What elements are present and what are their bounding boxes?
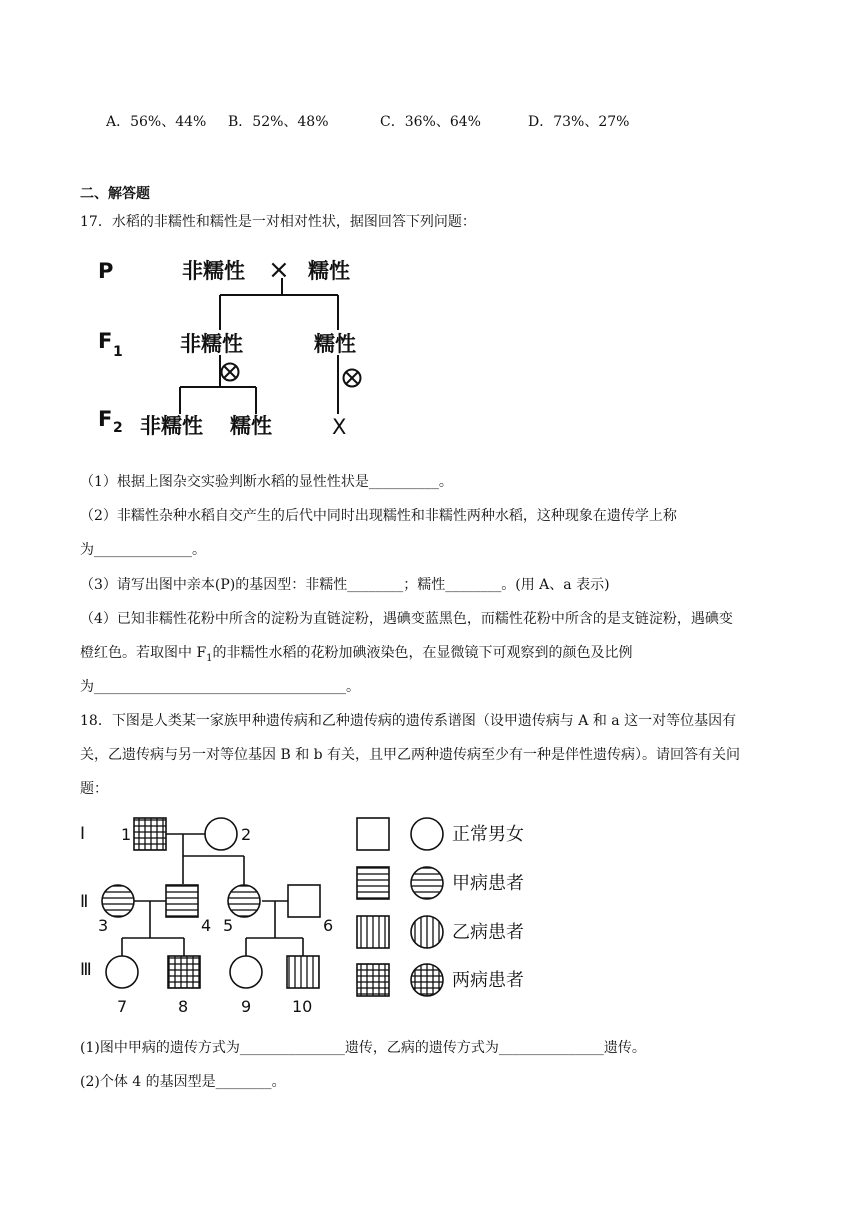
- rice-cross-diagram: [90, 250, 390, 446]
- q18-stem-line3: 题：: [80, 781, 108, 797]
- q18-stem-line2: 关，乙遗传病与另一对等位基因 B 和 b 有关，且甲乙两种遗传病至少有一种是伴性遗传病）。请回答有关问: [80, 747, 741, 763]
- q17-sub1: （1）根据上图杂交实验判断水稻的显性性状是__________。: [80, 474, 453, 490]
- legend-label-yi: 乙病患者: [452, 922, 524, 943]
- q18-stem-line1: 18．下图是人类某一家族甲种遗传病和乙种遗传病的遗传系谱图（设甲遗传病与 A 和 a 这一对等位基因有: [80, 713, 737, 729]
- q17-sub4-line2: 橙红色。若取图中 $F_1$的非糯性水稻的花粉加碘液染色，在显微镜下可观察到的颜色及比例: [80, 645, 633, 664]
- individual-10: [287, 956, 319, 988]
- pedigree-chart: [70, 805, 570, 1020]
- gen-f1-sub: 1: [113, 344, 123, 360]
- p-left-trait: 非糯性: [182, 259, 245, 283]
- option-d: D．73%、27%: [528, 114, 630, 130]
- f2-mid-trait: 糯性: [230, 414, 272, 438]
- id-2: 2: [241, 825, 252, 844]
- q17-stem: 17．水稻的非糯性和糯性是一对相对性状，据图回答下列问题：: [80, 214, 476, 230]
- f2-left-trait: 非糯性: [140, 414, 203, 438]
- legend-normal-male: [357, 818, 389, 850]
- id-8: 8: [178, 997, 189, 1016]
- id-4: 4: [201, 916, 212, 935]
- legend-label-both: 两病患者: [452, 970, 524, 991]
- individual-7: [106, 956, 138, 988]
- option-b: B．52%、48%: [228, 114, 329, 130]
- q17-sub3: （3）请写出图中亲本(P)的基因型：非糯性________；糯性________。(用 A、a 表示): [80, 577, 610, 593]
- individual-5: [228, 885, 260, 917]
- individual-6: [288, 885, 320, 917]
- q17-sub2-line1: （2）非糯性杂种水稻自交产生的后代中同时出现糯性和非糯性两种水稻，这种现象在遗传学上称: [80, 508, 677, 524]
- legend-yi-male: [357, 916, 389, 948]
- individual-4: [166, 885, 198, 917]
- q18-sub2: (2)个体 4 的基因型是________。: [80, 1074, 286, 1090]
- id-6: 6: [323, 916, 334, 935]
- gen-f1-label: F: [98, 329, 113, 353]
- option-c: C．36%、64%: [380, 114, 481, 130]
- p-right-trait: 糯性: [308, 259, 350, 283]
- f1-right-trait: 糯性: [314, 332, 356, 356]
- q17-sub4-line1: （4）已知非糯性花粉中所含的淀粉为直链淀粉，遇碘变蓝黑色，而糯性花粉中所含的是支链淀粉，遇碘变: [80, 611, 733, 627]
- legend-label-jia: 甲病患者: [452, 873, 524, 894]
- gen-f2-sub: 2: [113, 420, 123, 436]
- id-7: 7: [117, 997, 128, 1016]
- id-10: 10: [292, 997, 313, 1016]
- legend-both-male: [357, 964, 389, 996]
- gen-f2-label: F: [98, 407, 113, 431]
- id-3: 3: [98, 916, 109, 935]
- individual-3: [102, 885, 134, 917]
- id-9: 9: [241, 997, 252, 1016]
- individual-2: [205, 818, 237, 850]
- id-1: 1: [121, 825, 132, 844]
- gen-ii-label: Ⅱ: [80, 892, 89, 912]
- individual-1: [134, 818, 166, 850]
- legend-normal-female: [411, 818, 443, 850]
- individual-9: [230, 956, 262, 988]
- q17-sub2-line2: 为______________。: [80, 542, 206, 558]
- q18-sub1: (1)图中甲病的遗传方式为_______________遗传，乙病的遗传方式为_______________遗传。: [80, 1040, 646, 1056]
- legend-label-normal: 正常男女: [452, 824, 524, 845]
- cross-symbol: ×: [268, 255, 290, 285]
- legend-both-female: [411, 964, 443, 996]
- q17-sub4-line3: 为____________________________________。: [80, 679, 360, 695]
- gen-p-label: P: [98, 259, 114, 283]
- legend-jia-female: [411, 867, 443, 899]
- gen-i-label: Ⅰ: [80, 824, 86, 844]
- f1-left-trait: 非糯性: [180, 332, 243, 356]
- id-5: 5: [223, 916, 234, 935]
- gen-iii-label: Ⅲ: [80, 960, 92, 980]
- legend-jia-male: [357, 867, 389, 899]
- individual-8: [168, 956, 200, 988]
- section-title: 二、解答题: [80, 186, 150, 202]
- option-a: A．56%、44%: [106, 114, 207, 130]
- f2-right-mark: X: [332, 415, 347, 439]
- legend-yi-female: [411, 916, 443, 948]
